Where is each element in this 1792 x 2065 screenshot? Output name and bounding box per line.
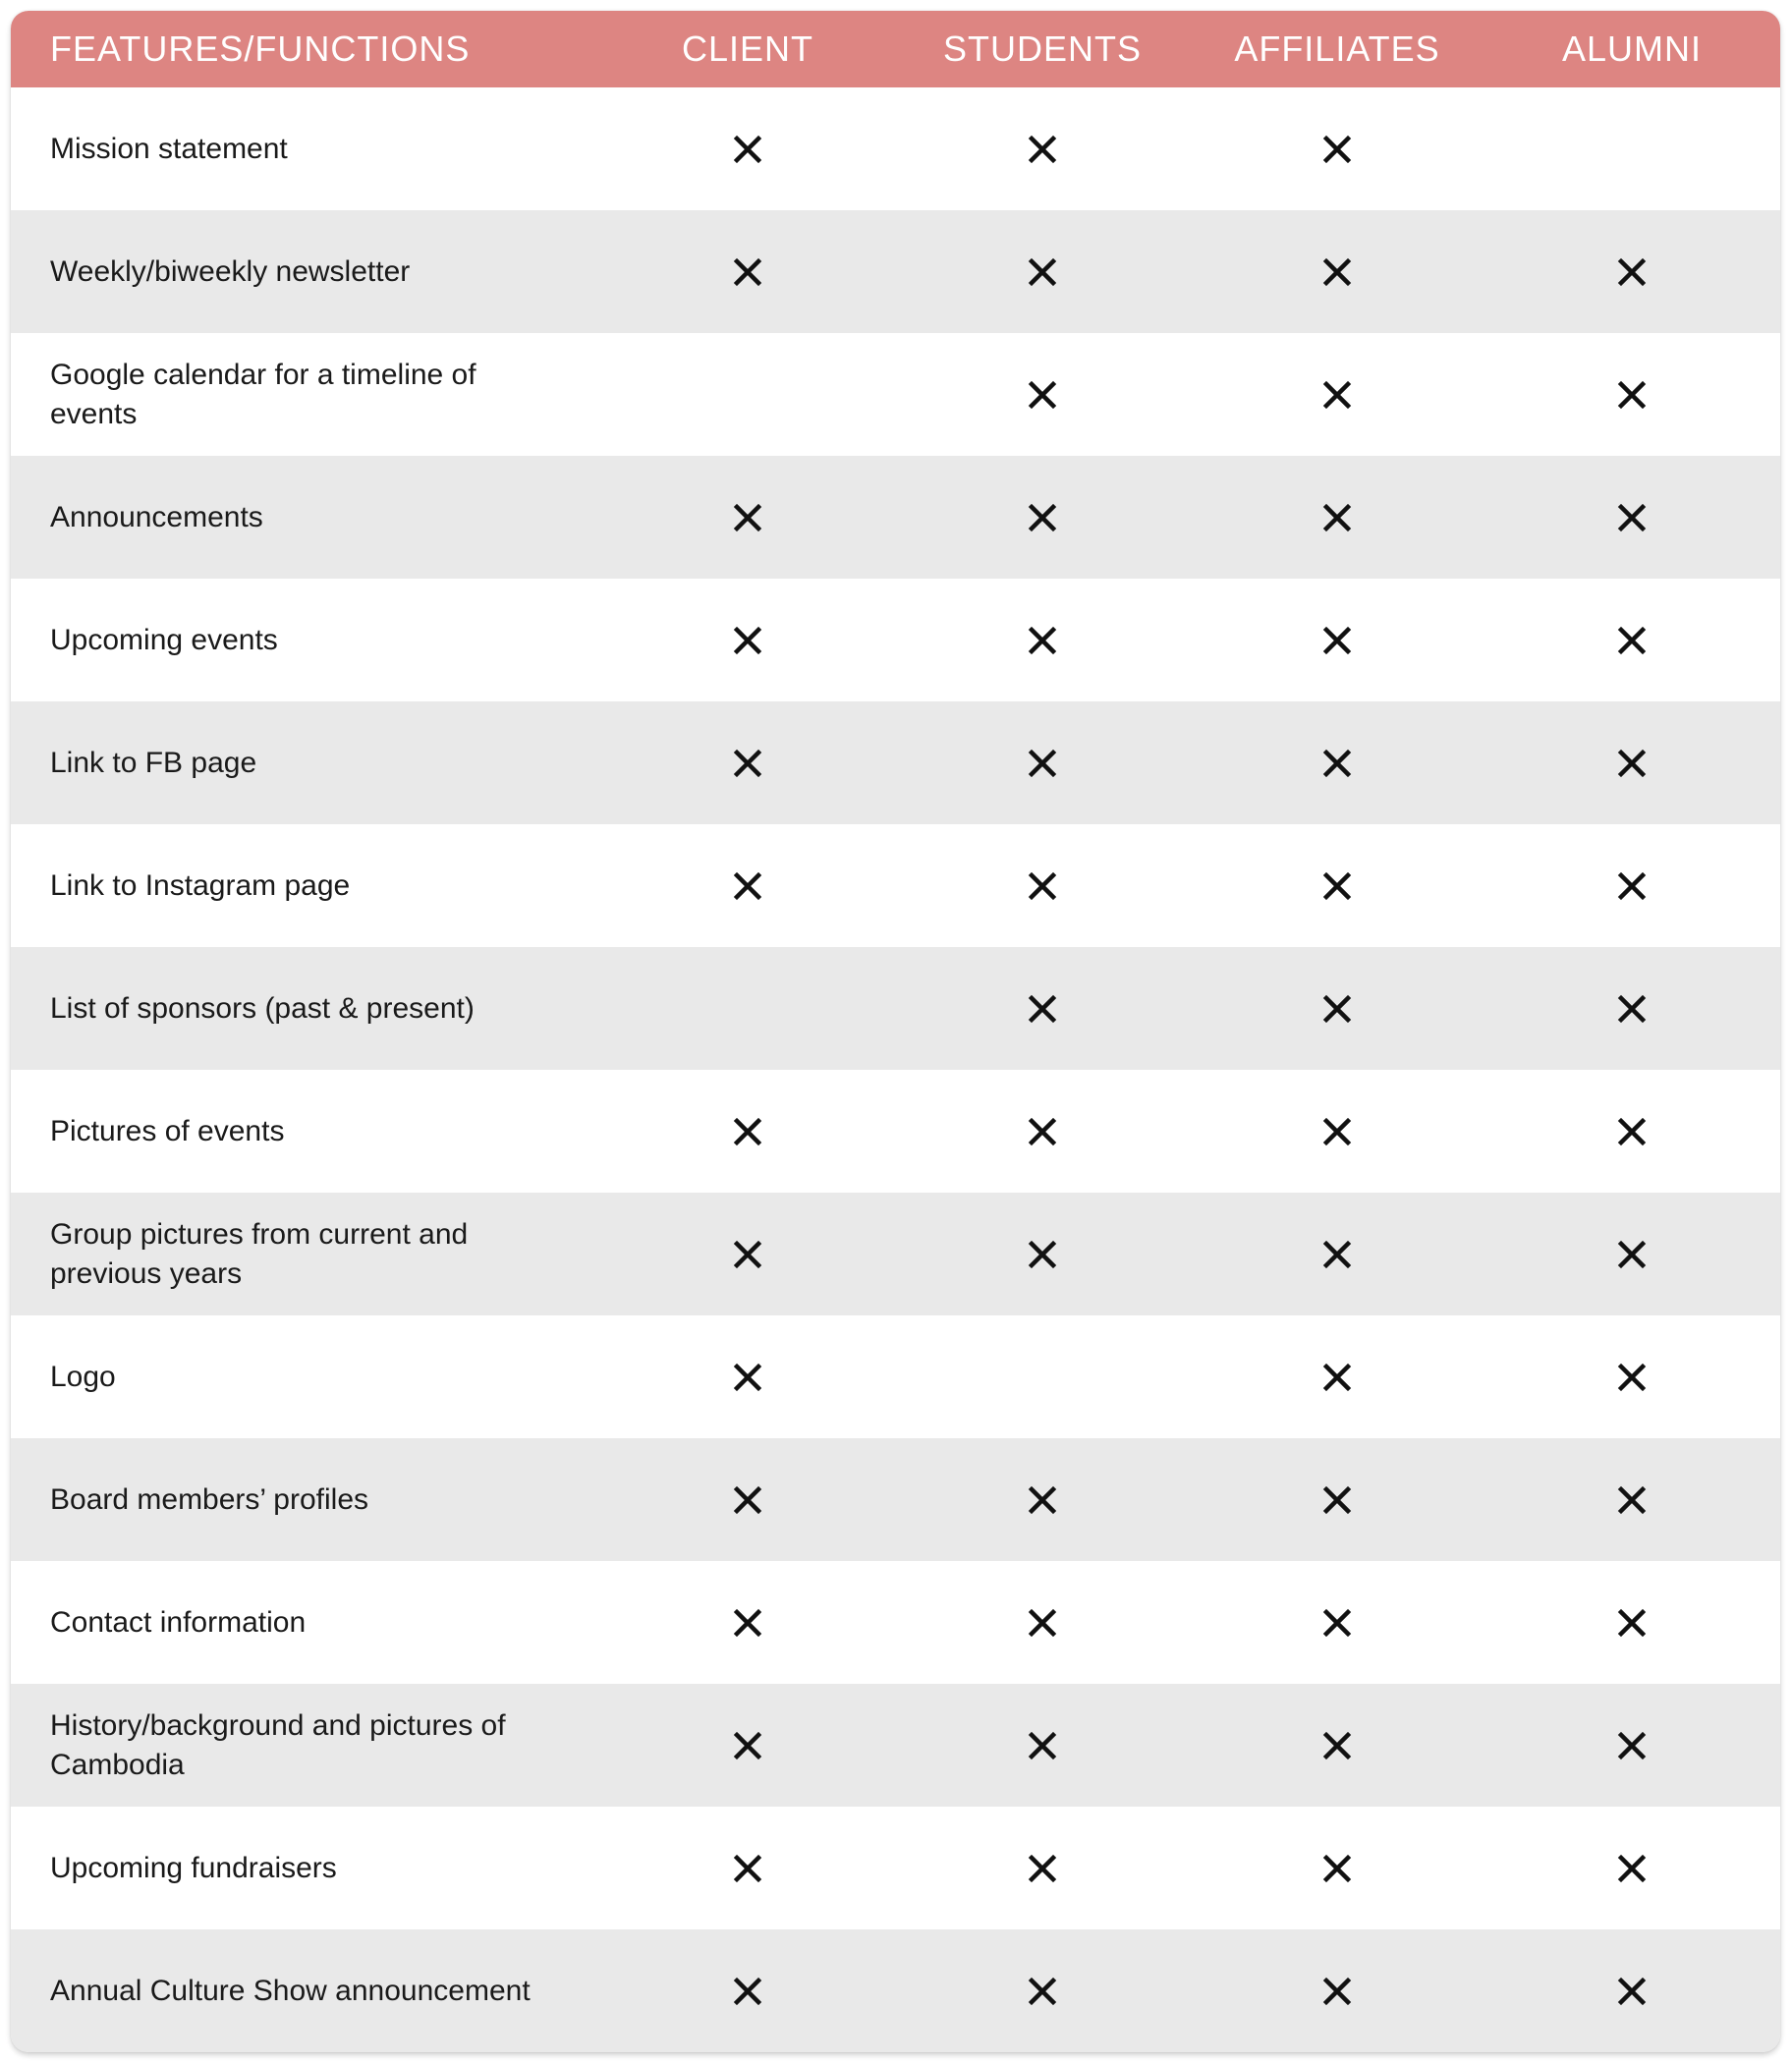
x-mark-icon xyxy=(1322,1731,1352,1760)
x-mark-icon xyxy=(1028,871,1057,901)
table-row xyxy=(11,947,1780,1070)
x-mark-icon xyxy=(1322,1485,1352,1515)
x-mark-icon xyxy=(1322,994,1352,1024)
cell-affiliates xyxy=(1190,87,1484,210)
cell-alumni xyxy=(1484,579,1779,701)
cell-affiliates xyxy=(1190,1315,1484,1438)
x-mark-icon xyxy=(733,135,762,164)
cell-client xyxy=(600,1070,895,1193)
x-mark-icon xyxy=(1617,1731,1647,1760)
table-row xyxy=(11,1315,1780,1438)
x-mark-icon xyxy=(1322,135,1352,164)
x-mark-icon xyxy=(1322,871,1352,901)
cell-client xyxy=(600,1193,895,1315)
cell-alumni xyxy=(1484,87,1779,210)
x-mark-icon xyxy=(1617,871,1647,901)
cell-client xyxy=(600,210,895,333)
x-mark-icon xyxy=(1617,1240,1647,1269)
cell-alumni xyxy=(1484,333,1779,456)
x-mark-icon xyxy=(1028,1485,1057,1515)
cell-client xyxy=(600,1929,895,2052)
x-mark-icon xyxy=(733,1117,762,1146)
x-mark-icon xyxy=(1617,1977,1647,2006)
x-mark-icon xyxy=(1617,1117,1647,1146)
table-row xyxy=(11,87,1780,210)
feature-label: Upcoming events xyxy=(50,623,278,656)
cell-alumni xyxy=(1484,1438,1779,1561)
cell-students xyxy=(895,1684,1190,1807)
feature-label: Link to FB page xyxy=(50,746,257,779)
x-mark-icon xyxy=(1322,1240,1352,1269)
x-mark-icon xyxy=(1617,503,1647,532)
x-mark-icon xyxy=(1028,1608,1057,1638)
cell-students xyxy=(895,824,1190,947)
x-mark-icon xyxy=(1617,749,1647,778)
x-mark-icon xyxy=(1322,1977,1352,2006)
cell-students xyxy=(895,1070,1190,1193)
table-header xyxy=(11,11,1780,87)
cell-client xyxy=(600,824,895,947)
x-mark-icon xyxy=(1028,380,1057,410)
table-row xyxy=(11,824,1780,947)
cell-affiliates xyxy=(1190,1193,1484,1315)
x-mark-icon xyxy=(1028,626,1057,655)
header-students: STUDENTS xyxy=(942,28,1142,69)
x-mark-icon xyxy=(733,1485,762,1515)
cell-affiliates xyxy=(1190,1807,1484,1929)
table-row xyxy=(11,579,1780,701)
cell-students xyxy=(895,456,1190,579)
x-mark-icon xyxy=(1028,1854,1057,1883)
cell-alumni xyxy=(1484,1561,1779,1684)
cell-alumni xyxy=(1484,1193,1779,1315)
cell-affiliates xyxy=(1190,1684,1484,1807)
x-mark-icon xyxy=(1028,1731,1057,1760)
x-mark-icon xyxy=(733,503,762,532)
x-mark-icon xyxy=(1617,257,1647,287)
feature-label: Annual Culture Show announcement xyxy=(50,1974,531,2007)
cell-affiliates xyxy=(1190,456,1484,579)
cell-affiliates xyxy=(1190,1929,1484,2052)
cell-students xyxy=(895,87,1190,210)
feature-label: Announcements xyxy=(50,500,263,533)
x-mark-icon xyxy=(733,257,762,287)
table-row xyxy=(11,1807,1780,1929)
table-row xyxy=(11,210,1780,333)
table-row xyxy=(11,701,1780,824)
x-mark-icon xyxy=(1028,503,1057,532)
x-mark-icon xyxy=(1322,1854,1352,1883)
x-mark-icon xyxy=(1028,1977,1057,2006)
cell-client xyxy=(600,1315,895,1438)
table-row xyxy=(11,1193,1780,1315)
table-row xyxy=(11,1438,1780,1561)
x-mark-icon xyxy=(1028,135,1057,164)
feature-label: Weekly/biweekly newsletter xyxy=(50,254,411,288)
cell-alumni xyxy=(1484,456,1779,579)
x-mark-icon xyxy=(1028,1240,1057,1269)
cell-students xyxy=(895,1929,1190,2052)
cell-students xyxy=(895,1438,1190,1561)
x-mark-icon xyxy=(1322,1608,1352,1638)
cell-alumni xyxy=(1484,1684,1779,1807)
feature-label: Pictures of events xyxy=(50,1114,285,1147)
cell-alumni xyxy=(1484,824,1779,947)
header-alumni: ALUMNI xyxy=(1561,28,1703,69)
cell-client xyxy=(600,333,895,456)
x-mark-icon xyxy=(1028,994,1057,1024)
cell-affiliates xyxy=(1190,333,1484,456)
cell-students xyxy=(895,210,1190,333)
feature-label: Contact information xyxy=(50,1605,307,1639)
cell-alumni xyxy=(1484,1807,1779,1929)
cell-affiliates xyxy=(1190,1438,1484,1561)
x-mark-icon xyxy=(1028,1117,1057,1146)
feature-comparison-table xyxy=(11,11,1780,2052)
x-mark-icon xyxy=(1028,749,1057,778)
cell-alumni xyxy=(1484,1070,1779,1193)
x-mark-icon xyxy=(1617,994,1647,1024)
cell-affiliates xyxy=(1190,579,1484,701)
table-row xyxy=(11,1929,1780,2052)
cell-affiliates xyxy=(1190,824,1484,947)
x-mark-icon xyxy=(1322,257,1352,287)
cell-students xyxy=(895,579,1190,701)
cell-students xyxy=(895,333,1190,456)
cell-students xyxy=(895,1561,1190,1684)
x-mark-icon xyxy=(1322,1117,1352,1146)
cell-students xyxy=(895,701,1190,824)
x-mark-icon xyxy=(733,1608,762,1638)
feature-label: Logo xyxy=(50,1360,116,1393)
feature-label: Board members’ profiles xyxy=(50,1482,369,1516)
cell-alumni xyxy=(1484,1929,1779,2052)
cell-affiliates xyxy=(1190,1070,1484,1193)
cell-affiliates xyxy=(1190,210,1484,333)
x-mark-icon xyxy=(1322,380,1352,410)
cell-client xyxy=(600,456,895,579)
cell-alumni xyxy=(1484,701,1779,824)
cell-client xyxy=(600,701,895,824)
cell-client xyxy=(600,1684,895,1807)
x-mark-icon xyxy=(733,871,762,901)
x-mark-icon xyxy=(1322,749,1352,778)
header-affiliates: AFFILIATES xyxy=(1234,28,1440,69)
feature-label: Link to Instagram page xyxy=(50,868,351,902)
feature-label: List of sponsors (past & present) xyxy=(50,991,475,1025)
cell-alumni xyxy=(1484,1315,1779,1438)
x-mark-icon xyxy=(733,1731,762,1760)
cell-alumni xyxy=(1484,947,1779,1070)
cell-client xyxy=(600,947,895,1070)
cell-students xyxy=(895,1193,1190,1315)
x-mark-icon xyxy=(733,626,762,655)
cell-affiliates xyxy=(1190,1561,1484,1684)
feature-label: Mission statement xyxy=(50,132,288,165)
x-mark-icon xyxy=(1617,1608,1647,1638)
x-mark-icon xyxy=(1617,1363,1647,1392)
table-row xyxy=(11,1561,1780,1684)
x-mark-icon xyxy=(1617,1854,1647,1883)
x-mark-icon xyxy=(733,1240,762,1269)
header-client: CLIENT xyxy=(681,28,814,69)
cell-students xyxy=(895,1315,1190,1438)
x-mark-icon xyxy=(733,1854,762,1883)
x-mark-icon xyxy=(1617,626,1647,655)
table-row xyxy=(11,1684,1780,1807)
header-features: FEATURES/FUNCTIONS xyxy=(50,28,471,69)
cell-students xyxy=(895,1807,1190,1929)
x-mark-icon xyxy=(1617,380,1647,410)
feature-label: Group pictures from current and previous years xyxy=(50,1217,469,1290)
cell-affiliates xyxy=(1190,701,1484,824)
cell-client xyxy=(600,87,895,210)
cell-students xyxy=(895,947,1190,1070)
cell-client xyxy=(600,1561,895,1684)
cell-client xyxy=(600,579,895,701)
feature-label: Upcoming fundraisers xyxy=(50,1851,337,1884)
x-mark-icon xyxy=(1322,626,1352,655)
x-mark-icon xyxy=(1028,257,1057,287)
cell-client xyxy=(600,1807,895,1929)
table-row xyxy=(11,333,1780,456)
x-mark-icon xyxy=(1322,1363,1352,1392)
cell-alumni xyxy=(1484,210,1779,333)
feature-label: Google calendar for a timeline of events xyxy=(50,358,476,430)
x-mark-icon xyxy=(733,1977,762,2006)
cell-affiliates xyxy=(1190,947,1484,1070)
x-mark-icon xyxy=(733,1363,762,1392)
x-mark-icon xyxy=(733,749,762,778)
feature-label: History/background and pictures of Cambodia xyxy=(50,1708,506,1781)
table-row xyxy=(11,456,1780,579)
cell-client xyxy=(600,1438,895,1561)
table-row xyxy=(11,1070,1780,1193)
x-mark-icon xyxy=(1617,1485,1647,1515)
x-mark-icon xyxy=(1322,503,1352,532)
table-body xyxy=(11,87,1780,2052)
